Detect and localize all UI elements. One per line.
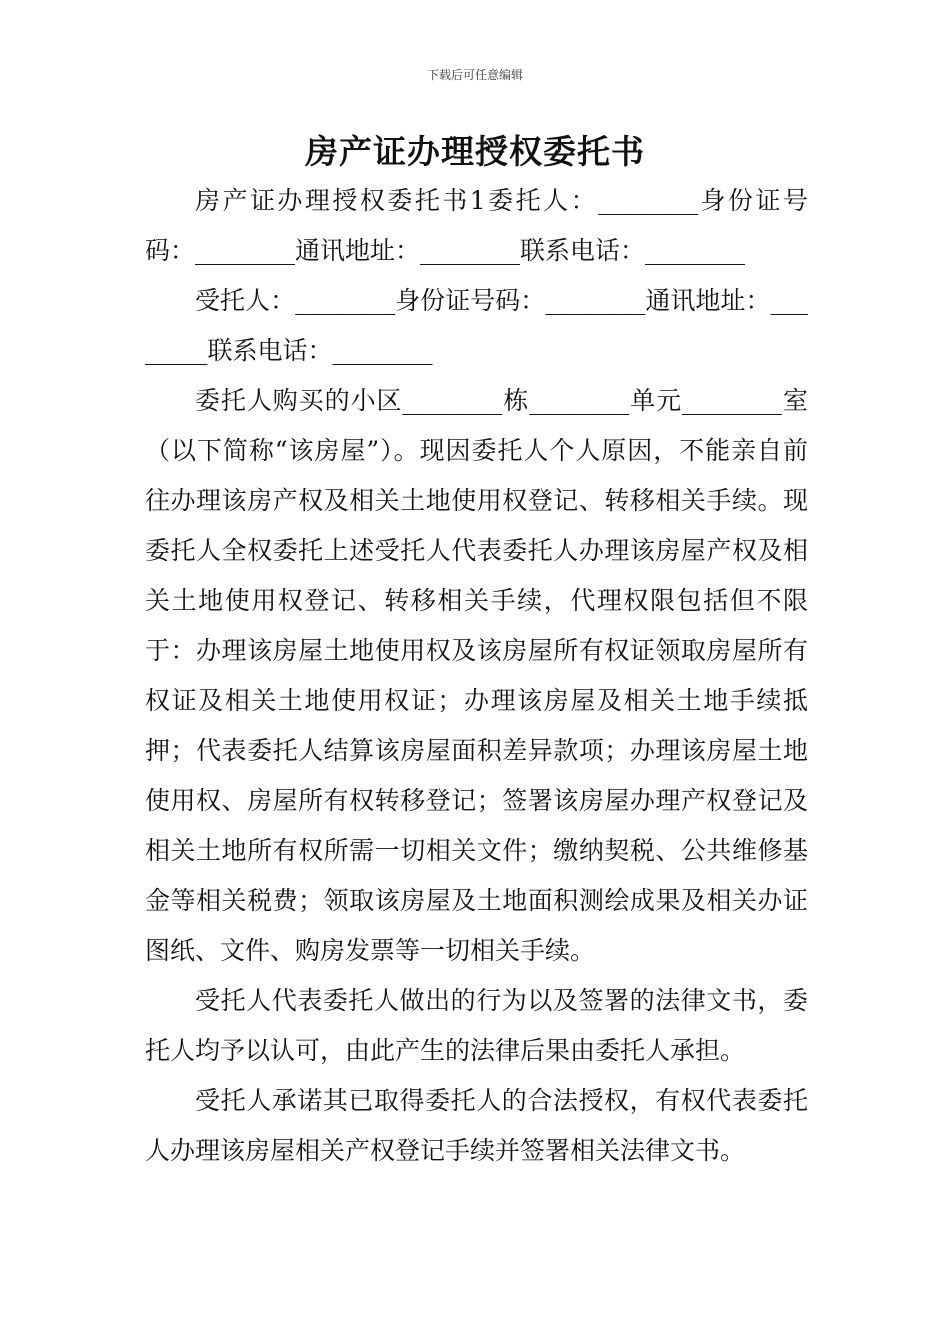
agent-info-paragraph: 受托人：________身份证号码：________通讯地址：________联系电话：________	[145, 286, 808, 365]
document-body	[145, 176, 808, 1176]
header-note: 下载后可任意编辑	[426, 68, 523, 82]
agent-commitment-paragraph: 受托人承诺其已取得委托人的合法授权，有权代表委托人办理该房屋相关产权登记手续并签署相关法律文书。	[145, 1086, 808, 1165]
principal-info-paragraph: 房产证办理授权委托书1委托人：________身份证号码：________通讯地址：________联系电话：________	[145, 186, 808, 265]
authorization-scope-paragraph: 委托人购买的小区________栋________单元________室（以下简称“该房屋”）。现因委托人个人原因，不能亲自前往办理该房产权及相关土地使用权登记、转移相关手续。现委托人全权委托上述受托人代表委托人办理该房屋产权及相关土地使用权登记、转移相关手续，代理权限包括但不限于：办理该房屋土地使用权及该房屋所有权证领取房屋所有权证及相关土地使用权证；办理该房屋及相关土地手续抵押；代表委托人结算该房屋面积差异款项；办理该房屋土地使用权、房屋所有权转移登记；签署该房屋办理产权登记及相关土地所有权所需一切相关文件；缴纳契税、公共维修基金等相关税费；领取该房屋及土地面积测绘成果及相关办证图纸、文件、购房发票等一切相关手续。	[145, 386, 808, 965]
document-title: 房产证办理授权委托书	[305, 132, 645, 171]
legal-effect-paragraph: 受托人代表委托人做出的行为以及签署的法律文书，委托人均予以认可，由此产生的法律后果由委托人承担。	[145, 986, 808, 1065]
